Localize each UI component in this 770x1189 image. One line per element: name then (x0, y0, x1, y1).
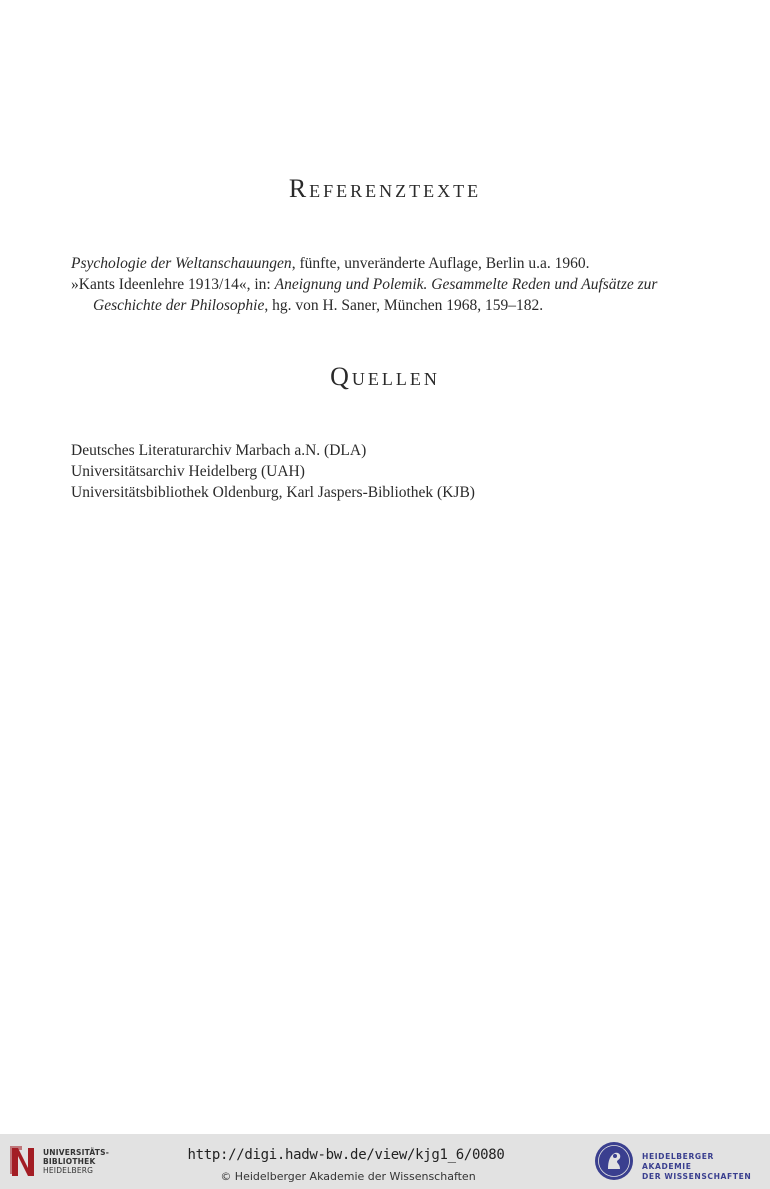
source-entry: Universitätsbibliothek Oldenburg, Karl Jaspers-Bibliothek (KJB) (71, 484, 475, 501)
section-heading-referenztexte: Referenztexte (288, 174, 482, 203)
reference-entry (71, 274, 681, 316)
section-heading-quellen: Quellen (330, 362, 440, 391)
reference-title: Aneignung und Polemik. Gesammelte Reden und Aufsätze zur Geschichte der Philosophie (93, 276, 658, 314)
reference-entry (71, 253, 681, 274)
hadw-logo[interactable] (594, 1141, 764, 1183)
source-list (71, 440, 681, 503)
ub-logo-line: BIBLIOTHEK (43, 1157, 96, 1166)
source-entry: Deutsches Literaturarchiv Marbach a.N. (DLA) (71, 442, 367, 459)
permalink-url[interactable]: http://digi.hadw-bw.de/view/kjg1_6/0080 (187, 1147, 505, 1163)
reference-details: , fünfte, unveränderte Auflage, Berlin u.a. 1960. (291, 255, 590, 272)
hadw-logo-text (642, 1152, 764, 1182)
ub-logo-line: HEIDELBERG (43, 1166, 94, 1175)
hadw-logo-line: DER WISSENSCHAFTEN (642, 1172, 752, 1181)
reference-list (71, 253, 681, 316)
hadw-logo-line: HEIDELBERGER AKADEMIE (642, 1152, 714, 1171)
reference-prefix: »Kants Ideenlehre 1913/14«, in: (71, 276, 275, 293)
reference-details: , hg. von H. Saner, München 1968, 159–182. (264, 297, 544, 314)
copyright-notice: © Heidelberger Akademie der Wissenschaften (220, 1170, 476, 1183)
reference-title: Psychologie der Weltanschauungen (71, 255, 292, 272)
hadw-seal-icon (594, 1141, 634, 1181)
ub-logo-line: UNIVERSITÄTS- (43, 1148, 110, 1157)
source-entry: Universitätsarchiv Heidelberg (UAH) (71, 463, 305, 480)
footer-bar (0, 1134, 770, 1189)
